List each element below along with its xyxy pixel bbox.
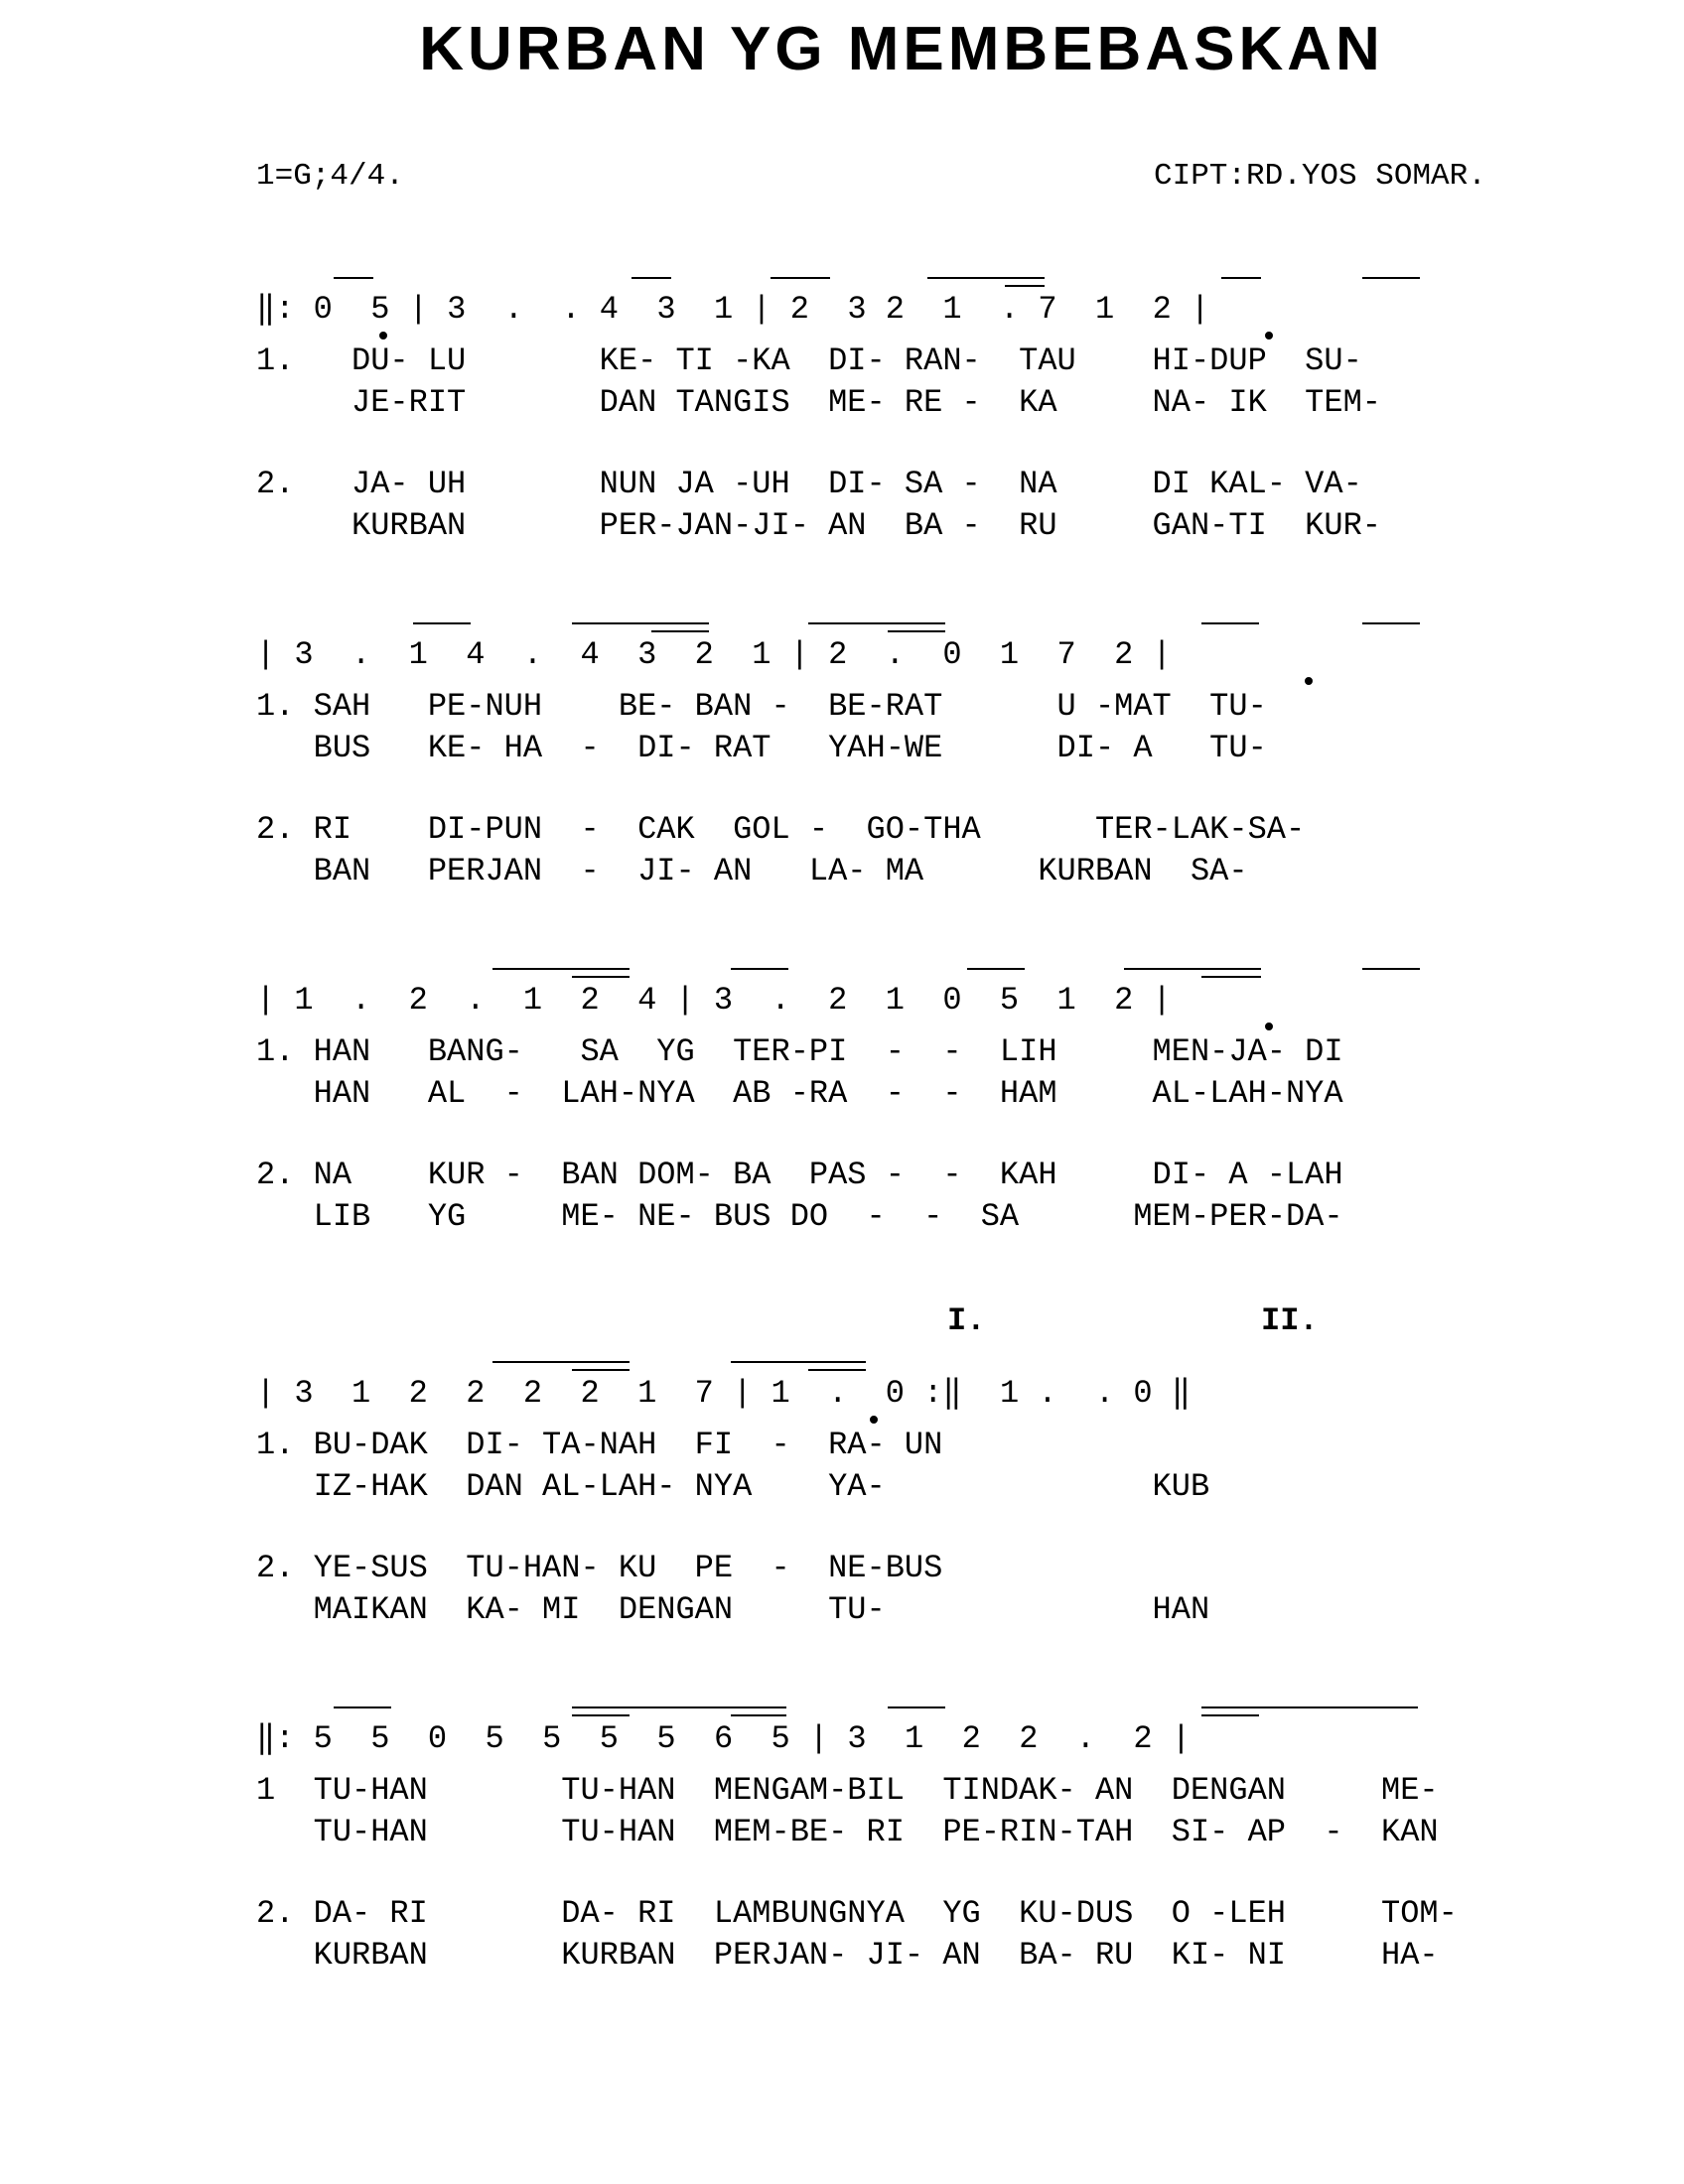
song-title: KURBAN YG MEMBEBASKAN xyxy=(419,15,1384,83)
lyric-line-verse1-a: 1. HAN BANG- SA YG TER-PI - - LIH MEN-JA- DI xyxy=(256,1033,1343,1070)
notation-line: | 3 . 1 4 . 4 3 2 1 | 2 . 0 1 7 2 | xyxy=(256,636,1172,673)
second-ending-marker: II. xyxy=(1261,1302,1319,1339)
lyric-line-verse1-b: JE-RIT DAN TANGIS ME- RE - KA NA- IK TEM- xyxy=(256,384,1381,421)
notation-line: | 3 1 2 2 2 2 1 7 | 1 . 0 :‖ 1 . . 0 ‖ xyxy=(256,1375,1192,1412)
notation-line: ‖: 5 5 0 5 5 5 5 6 5 | 3 1 2 2 . 2 | xyxy=(256,1720,1192,1757)
octave-dot xyxy=(380,333,386,339)
lyric-line-verse2-a: 2. NA KUR - BAN DOM- BA PAS - - KAH DI- A -LAH xyxy=(256,1157,1343,1193)
lyric-line-verse2-a: 2. JA- UH NUN JA -UH DI- SA - NA DI KAL- VA- xyxy=(256,466,1362,502)
lyric-line-verse2-b: LIB YG ME- NE- BUS DO - - SA MEM-PER-DA- xyxy=(256,1198,1343,1235)
lyric-line-verse2-a: 2. DA- RI DA- RI LAMBUNGNYA YG KU-DUS O -LEH TOM- xyxy=(256,1895,1458,1932)
notation-line: ‖: 0 5 | 3 . . 4 3 1 | 2 3 2 1 . 7 1 2 | xyxy=(256,291,1210,328)
lyric-line-verse1-a: 1. DU- LU KE- TI -KA DI- RAN- TAU HI-DUP SU- xyxy=(256,342,1362,379)
lyric-line-verse1-b: BUS KE- HA - DI- RAT YAH-WE DI- A TU- xyxy=(256,730,1267,766)
lyric-line-verse2-b: KURBAN KURBAN PERJAN- JI- AN BA- RU KI- NI HA- xyxy=(256,1937,1439,1974)
lyric-line-verse2-b: BAN PERJAN - JI- AN LA- MA KURBAN SA- xyxy=(256,853,1248,889)
lyric-line-verse1-b: TU-HAN TU-HAN MEM-BE- RI PE-RIN-TAH SI- AP - KAN xyxy=(256,1814,1439,1850)
lyric-line-verse1-a: 1. BU-DAK DI- TA-NAH FI - RA- UN xyxy=(256,1427,943,1463)
notation-line: | 1 . 2 . 1 2 4 | 3 . 2 1 0 5 1 2 | xyxy=(256,982,1172,1019)
key-time-signature: 1=G;4/4. xyxy=(256,159,404,194)
lyric-line-verse1-b: IZ-HAK DAN AL-LAH- NYA YA- KUB xyxy=(256,1468,1210,1505)
octave-dot xyxy=(1306,678,1312,684)
lyric-line-verse2-a: 2. YE-SUS TU-HAN- KU PE - NE-BUS xyxy=(256,1550,943,1586)
lyric-line-verse2-a: 2. RI DI-PUN - CAK GOL - GO-THA TER-LAK-SA- xyxy=(256,811,1306,848)
lyric-line-verse1-b: HAN AL - LAH-NYA AB -RA - - HAM AL-LAH-NYA xyxy=(256,1075,1343,1112)
octave-dot xyxy=(1266,1024,1272,1029)
lyric-line-verse1-a: 1. SAH PE-NUH BE- BAN - BE-RAT U -MAT TU- xyxy=(256,688,1267,725)
lyric-line-verse2-b: KURBAN PER-JAN-JI- AN BA - RU GAN-TI KUR- xyxy=(256,507,1381,544)
first-ending-marker: I. xyxy=(947,1302,986,1339)
lyric-line-verse2-b: MAIKAN KA- MI DENGAN TU- HAN xyxy=(256,1591,1210,1628)
composer-credit: CIPT:RD.YOS SOMAR. xyxy=(1154,159,1486,194)
octave-dot xyxy=(1266,333,1272,339)
octave-dot xyxy=(871,1417,877,1423)
lyric-line-verse1-a: 1 TU-HAN TU-HAN MENGAM-BIL TINDAK- AN DENGAN ME- xyxy=(256,1772,1439,1809)
